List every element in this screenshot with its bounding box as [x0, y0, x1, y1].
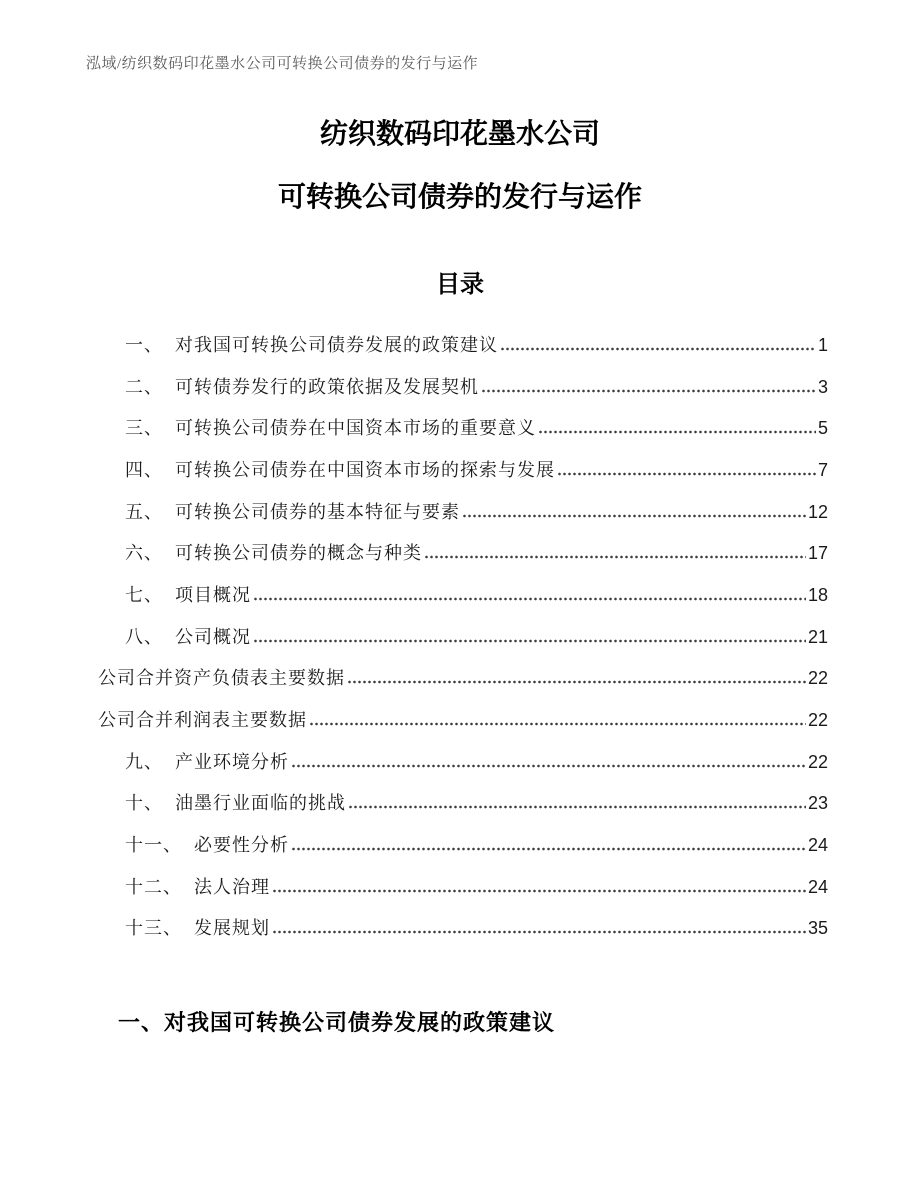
toc-entry[interactable] [90, 655, 828, 697]
toc-entry-number: 十、 [125, 793, 163, 814]
toc-entry-label: 公司合并资产负债表主要数据 [98, 668, 345, 689]
toc-entry-page: 5 [817, 418, 828, 439]
toc-dot-leader [538, 430, 816, 434]
toc-dot-leader [253, 639, 806, 643]
toc-entry[interactable] [90, 864, 828, 906]
toc-entry[interactable] [90, 530, 828, 572]
toc-dot-leader [291, 847, 806, 851]
toc-entry-label: 产业环境分析 [175, 751, 289, 772]
toc-entry-page: 22 [807, 668, 828, 689]
toc-entry-label: 发展规划 [194, 918, 270, 939]
toc-entry-label: 法人治理 [194, 876, 270, 897]
toc-entry-label: 可转换公司债券的概念与种类 [175, 543, 422, 564]
section-heading: 一、对我国可转换公司债券发展的政策建议 [118, 1010, 556, 1035]
toc-entry-number: 十一、 [125, 834, 182, 855]
toc-entry-page: 22 [807, 709, 828, 730]
toc-dot-leader [557, 472, 816, 476]
toc-entry-number: 二、 [125, 376, 163, 397]
toc-entry-label: 可转换公司债券在中国资本市场的重要意义 [175, 418, 536, 439]
toc-entry-label: 公司合并利润表主要数据 [98, 709, 307, 730]
toc-entry-page: 1 [817, 335, 828, 355]
document-title-line2: 可转换公司债券的发行与运作 [277, 181, 642, 212]
toc-entry[interactable] [90, 739, 828, 781]
toc-dot-leader [500, 347, 816, 351]
toc-entry[interactable] [90, 322, 828, 364]
document-title-line1: 纺织数码印花墨水公司 [319, 118, 600, 149]
toc-dot-leader [272, 930, 806, 934]
toc-dot-leader [309, 722, 806, 726]
toc-dot-leader [481, 389, 816, 393]
toc-entry-number: 四、 [125, 459, 163, 480]
toc-entry-number: 七、 [125, 584, 163, 605]
toc-entry[interactable] [90, 447, 828, 489]
toc-entry-page: 17 [807, 543, 828, 564]
toc-dot-leader [291, 764, 806, 768]
page-header-text: 泓域/纺织数码印花墨水公司可转换公司债券的发行与运作 [86, 56, 479, 72]
toc-entry-page: 12 [807, 501, 828, 522]
toc-entry-label: 可转换公司债券在中国资本市场的探索与发展 [175, 459, 555, 480]
toc-entry[interactable] [90, 405, 828, 447]
toc-entry-number: 九、 [125, 751, 163, 772]
toc-entry-page: 21 [807, 626, 828, 647]
toc-entry-page: 24 [807, 834, 828, 855]
toc-entry-number: 一、 [125, 335, 163, 355]
toc-entry-number: 五、 [125, 501, 163, 522]
toc-entry-page: 3 [817, 376, 828, 397]
toc-entry-label: 对我国可转换公司债券发展的政策建议 [175, 335, 498, 355]
toc-entry-number: 三、 [125, 418, 163, 439]
toc-dot-leader [272, 889, 806, 893]
toc-dot-leader [348, 805, 806, 809]
toc-entry-number: 六、 [125, 543, 163, 564]
toc-heading: 目录 [436, 271, 484, 298]
toc-entry-label: 项目概况 [175, 584, 251, 605]
toc-dot-leader [253, 597, 806, 601]
toc-entry-number: 十三、 [125, 918, 182, 939]
toc-entry-label: 可转换公司债券的基本特征与要素 [175, 501, 460, 522]
toc-entry-page: 24 [807, 876, 828, 897]
toc-entry[interactable] [90, 822, 828, 864]
toc-entry-page: 18 [807, 584, 828, 605]
toc-entry-page: 23 [807, 793, 828, 814]
toc-entry-label: 公司概况 [175, 626, 251, 647]
toc-entry[interactable] [90, 364, 828, 406]
toc-entry[interactable] [90, 489, 828, 531]
toc-entry-page: 7 [817, 459, 828, 480]
toc-entry[interactable] [90, 572, 828, 614]
toc-entry-label: 可转债券发行的政策依据及发展契机 [175, 376, 479, 397]
toc-entry[interactable] [90, 697, 828, 739]
toc-dot-leader [424, 555, 806, 559]
toc-entry-page: 35 [807, 918, 828, 939]
toc-entry[interactable] [90, 905, 828, 947]
toc-entry[interactable] [90, 780, 828, 822]
toc-list [90, 322, 828, 947]
toc-entry-label: 必要性分析 [194, 834, 289, 855]
toc-entry-label: 油墨行业面临的挑战 [175, 793, 346, 814]
toc-dot-leader [462, 514, 806, 518]
toc-entry-number: 十二、 [125, 876, 182, 897]
toc-entry-number: 八、 [125, 626, 163, 647]
toc-dot-leader [347, 680, 806, 684]
toc-entry-page: 22 [807, 751, 828, 772]
toc-entry[interactable] [90, 614, 828, 656]
